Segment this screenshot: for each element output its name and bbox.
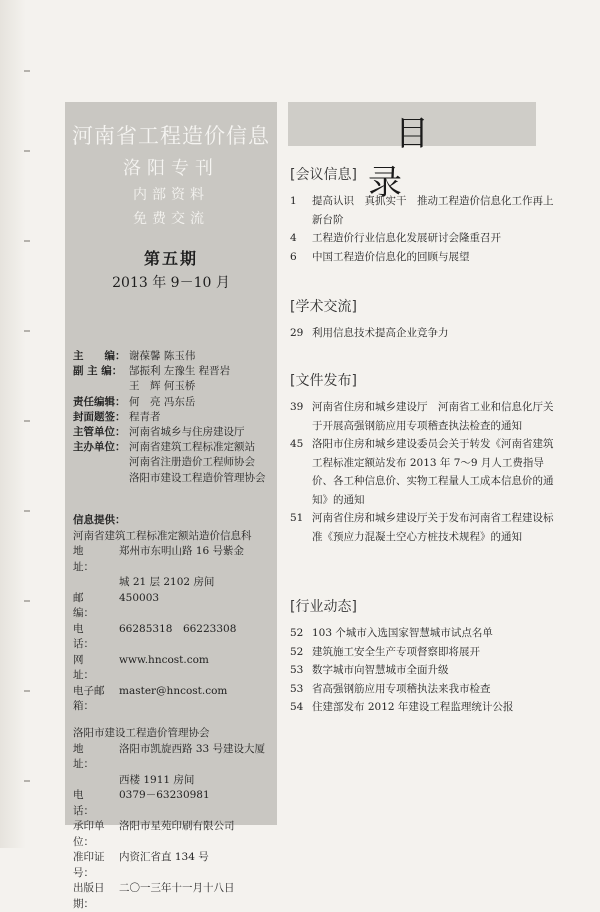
toc-entry[interactable] — [290, 661, 560, 680]
staff-value: 程青者 — [129, 410, 161, 423]
staff-value: 河南省城乡与住房建设厅 — [129, 426, 245, 439]
info-value: 郑州市东明山路 16 号紫金 — [119, 545, 245, 557]
staff-row — [73, 349, 277, 364]
info-value: 二〇一三年十一月十八日 — [119, 882, 235, 894]
masthead-panel — [65, 102, 277, 910]
staff-row — [73, 440, 277, 455]
staff-label: 主办单位： — [73, 441, 126, 454]
info-value: 西楼 1911 房间 — [119, 773, 195, 786]
info-label: 电 话： — [73, 622, 105, 650]
info-label: 邮 编： — [73, 591, 105, 619]
toc-section-academic — [290, 296, 560, 343]
toc-entry-title: 洛阳市住房和城乡建设委员会关于转发《河南省建筑工程标准定额站发布 2013 年 7～9 月人工费指导价、各工种信息价、实物工程量人工成本信息价的通知》的通知 — [312, 438, 554, 506]
staff-label: 主 编： — [73, 350, 126, 362]
staff-value: 洛阳市建设工程造价管理协会 — [129, 471, 266, 484]
info-row — [73, 881, 273, 912]
toc-entry[interactable] — [290, 398, 560, 435]
info-value: 450003 — [119, 591, 160, 604]
association-heading: 洛阳市建设工程造价管理协会 — [73, 727, 210, 739]
page-edge — [0, 0, 26, 848]
toc-section-industry — [290, 596, 560, 717]
toc-page-number: 52 — [290, 627, 304, 639]
section-heading: [文件发布] — [290, 373, 357, 389]
info-label: 承印单位： — [73, 820, 105, 848]
toc-entry[interactable] — [290, 643, 560, 662]
toc-page-number: 29 — [290, 327, 304, 339]
toc-page-number: 39 — [290, 401, 304, 413]
staff-value: 王 辉 何玉桥 — [129, 380, 196, 393]
info-value: 内资汇省直 134 号 — [119, 851, 209, 863]
toc-page-number: 53 — [290, 682, 304, 695]
staff-row — [73, 471, 277, 486]
toc-entry[interactable] — [290, 435, 560, 509]
free-note: 免费交流 — [133, 211, 209, 227]
toc-entry-title: 中国工程造价信息化的回顾与展望 — [312, 250, 470, 263]
staff-label — [73, 455, 129, 470]
info-provider-block — [73, 513, 273, 715]
toc-page-number: 1 — [290, 195, 297, 207]
staff-label: 副 主 编： — [73, 365, 123, 378]
edge-mark — [24, 150, 30, 152]
toc-entry-title: 省高强钢筋应用专项稽执法来我市检查 — [312, 682, 491, 695]
toc-entry-title: 利用信息技术提高企业竞争力 — [312, 327, 449, 339]
toc-entry[interactable] — [290, 624, 560, 643]
info-label: 电子邮箱： — [73, 684, 105, 712]
info-provider: 河南省建筑工程标准定额站造价信息科 — [73, 529, 252, 542]
staff-label: 责任编辑： — [73, 395, 126, 408]
staff-label — [73, 379, 129, 394]
staff-row — [73, 425, 277, 440]
edge-mark — [24, 780, 30, 782]
toc-entry[interactable] — [290, 248, 560, 267]
info-row — [73, 788, 273, 819]
info-row — [73, 773, 273, 789]
publication-subtitle: 洛阳专刊 — [123, 158, 219, 179]
toc-page-number: 6 — [290, 250, 297, 263]
info-label — [73, 773, 119, 789]
internal-note: 内部资料 — [133, 187, 209, 203]
info-row — [73, 819, 273, 850]
info-label: 地 址： — [73, 742, 105, 770]
info-row — [73, 742, 273, 773]
toc-entry[interactable] — [290, 680, 560, 699]
toc-entry-title: 数字城市向智慧城市全面升级 — [312, 664, 449, 676]
info-label: 准印证号： — [73, 851, 105, 879]
info-value: 洛阳市星苑印刷有限公司 — [119, 820, 235, 832]
edge-mark — [24, 240, 30, 242]
info-row — [73, 850, 273, 881]
toc-page-number: 4 — [290, 232, 297, 244]
section-name: 文件发布 — [295, 373, 352, 389]
toc-entry[interactable] — [290, 324, 560, 343]
section-heading: [学术交流] — [290, 299, 357, 315]
section-name: 学术交流 — [295, 299, 352, 315]
edge-mark — [24, 70, 30, 72]
publication-title: 河南省工程造价信息 — [72, 124, 270, 148]
info-value: 洛阳市凯旋西路 33 号建设大厦 — [119, 742, 266, 755]
staff-label — [73, 471, 129, 486]
info-row — [73, 544, 273, 575]
info-row — [73, 591, 273, 622]
info-label: 地 址： — [73, 545, 105, 573]
info-label: 网 址： — [73, 653, 105, 681]
toc-entry[interactable] — [290, 698, 560, 717]
info-heading: 信息提供： — [73, 514, 126, 526]
toc-page-number: 52 — [290, 645, 304, 658]
staff-row — [73, 364, 277, 379]
staff-label: 主管单位： — [73, 426, 126, 439]
info-row — [73, 575, 273, 591]
toc-entry[interactable] — [290, 192, 560, 229]
edge-mark — [24, 420, 30, 422]
toc-entry-title: 河南省住房和城乡建设厅 河南省工业和信息化厅关于开展高强钢筋应用专项稽查执法检查的通知 — [312, 401, 554, 432]
staff-row — [73, 379, 277, 394]
info-value: 城 21 层 2102 房间 — [119, 576, 215, 588]
toc-entry-title: 住建部发布 2012 年建设工程监理统计公报 — [312, 701, 514, 713]
toc-entry-title: 提高认识 真抓实干 推动工程造价信息化工作再上新台阶 — [312, 195, 554, 226]
toc-entry-title: 建筑施工安全生产专项督察即将展开 — [312, 645, 480, 658]
toc-entry-title: 103 个城市入选国家智慧城市试点名单 — [312, 627, 493, 639]
info-value: www.hncost.com — [119, 653, 209, 666]
toc-entry-title: 河南省住房和城乡建设厅关于发布河南省工程建设标准《预应力混凝土空心方桩技术规程》的通知 — [312, 512, 554, 543]
section-heading: [行业动态] — [290, 599, 357, 615]
info-row — [73, 622, 273, 653]
staff-row — [73, 410, 277, 425]
edge-mark — [24, 690, 30, 692]
staff-value: 河南省注册造价工程师协会 — [129, 456, 255, 469]
info-label — [73, 575, 119, 591]
association-block — [73, 726, 273, 912]
edge-mark — [24, 510, 30, 512]
info-value: 66285318 66223308 — [119, 622, 237, 635]
staff-label: 封面题签： — [73, 410, 126, 423]
staff-list — [73, 349, 277, 486]
edge-mark — [24, 600, 30, 602]
toc-page-number: 54 — [290, 701, 304, 713]
staff-row — [73, 455, 277, 470]
staff-value: 何 亮 冯东岳 — [129, 395, 196, 408]
info-label: 电 话： — [73, 789, 105, 817]
staff-value: 河南省建筑工程标准定额站 — [129, 441, 255, 454]
toc-entry[interactable] — [290, 229, 560, 248]
toc-section-documents — [290, 370, 560, 546]
toc-entry[interactable] — [290, 509, 560, 546]
staff-value: 郜振利 左豫生 程晋岩 — [129, 365, 231, 378]
section-heading: [会议信息] — [290, 167, 357, 183]
toc-page-number: 53 — [290, 664, 304, 676]
issue-date: 2013 年 9－10 月 — [112, 275, 230, 291]
section-name: 行业动态 — [295, 599, 352, 615]
section-name: 会议信息 — [295, 167, 352, 183]
toc-page-number: 51 — [290, 512, 304, 524]
info-row — [73, 653, 273, 684]
toc-entry-title: 工程造价行业信息化发展研讨会隆重召开 — [312, 232, 501, 244]
info-row — [73, 684, 273, 715]
toc-section-meeting — [290, 164, 560, 266]
staff-row — [73, 395, 277, 410]
issue-number: 第五期 — [143, 249, 198, 268]
info-value: 0379－63230981 — [119, 789, 210, 801]
staff-value: 谢葆馨 陈玉伟 — [129, 350, 196, 362]
info-value: master@hncost.com — [119, 684, 228, 697]
info-label: 出版日期： — [73, 882, 105, 910]
toc-page-number: 45 — [290, 438, 304, 450]
toc-heading: 目 录 — [368, 114, 571, 203]
edge-mark — [24, 330, 30, 332]
